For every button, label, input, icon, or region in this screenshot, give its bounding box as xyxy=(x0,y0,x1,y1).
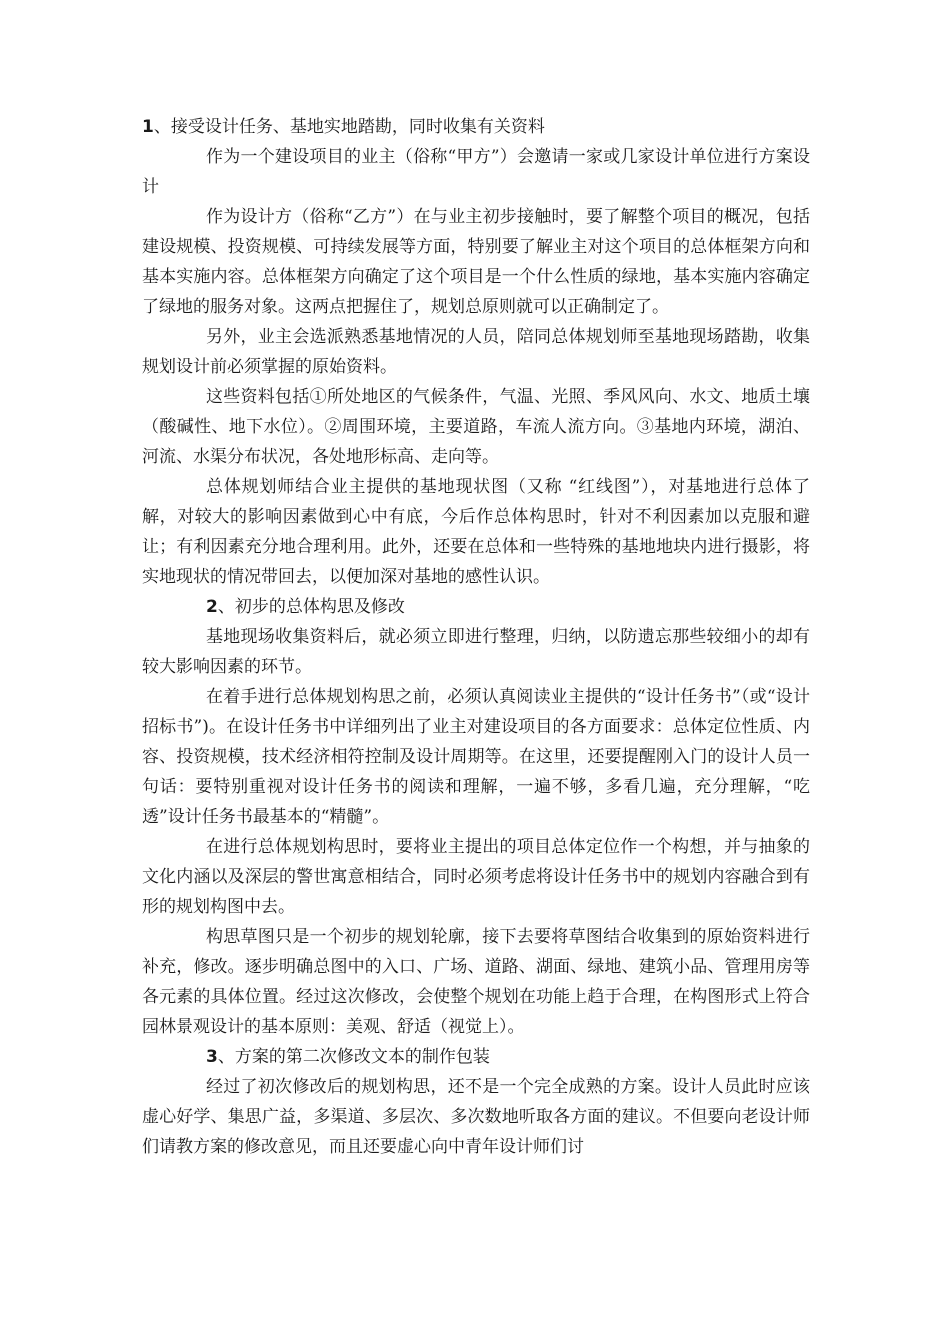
section-number: 3 xyxy=(206,1047,218,1067)
section-title: 、方案的第二次修改文本的制作包装 xyxy=(217,1047,490,1067)
section-number: 1 xyxy=(142,117,154,137)
section-title: 、初步的总体构思及修改 xyxy=(217,597,405,617)
section-heading-1 xyxy=(142,112,810,142)
paragraph: 总体规划师结合业主提供的基地现状图（又称 “红线图”），对基地进行总体了解，对较大的影响因素做到心中有底，今后作总体构思时，针对不利因素加以克服和避让；有利因素充分地合理利用。此外，还要在总体和一些特殊的基地地块内进行摄影，将实地现状的情况带回去，以便加深对基地的感性认识。 xyxy=(142,477,810,587)
paragraph: 构思草图只是一个初步的规划轮廓，接下去要将草图结合收集到的原始资料进行补充，修改。逐步明确总图中的入口、广场、道路、湖面、绿地、建筑小品、管理用房等各元素的具体位置。经过这次修改，会使整个规划在功能上趋于合理，在构图形式上符合园林景观设计的基本原则：美观、舒适（视觉上）。 xyxy=(142,927,810,1037)
paragraph: 另外，业主会选派熟悉基地情况的人员，陪同总体规划师至基地现场踏勘，收集规划设计前必须掌握的原始资料。 xyxy=(142,327,810,377)
paragraph: 基地现场收集资料后，就必须立即进行整理，归纳，以防遗忘那些较细小的却有较大影响因素的环节。 xyxy=(142,627,810,677)
paragraph: 经过了初次修改后的规划构思，还不是一个完全成熟的方案。设计人员此时应该虚心好学、集思广益，多渠道、多层次、多次数地听取各方面的建议。不但要向老设计师们请教方案的修改意见，而且还要虚心向中青年设计师们讨 xyxy=(142,1077,810,1157)
section-heading-2 xyxy=(142,592,810,622)
section-number: 2 xyxy=(206,597,218,617)
paragraph: 这些资料包括①所处地区的气候条件，气温、光照、季风风向、水文、地质土壤（酸碱性、地下水位）。②周围环境，主要道路，车流人流方向。③基地内环境，湖泊、河流、水渠分布状况，各处地形标高、走向等。 xyxy=(142,387,810,467)
paragraph: 在着手进行总体规划构思之前，必须认真阅读业主提供的“设计任务书”（或“设计招标书”)。在设计任务书中详细列出了业主对建设项目的各方面要求：总体定位性质、内容、投资规模，技术经济相符控制及设计周期等。在这里，还要提醒刚入门的设计人员一句话：要特别重视对设计任务书的阅读和理解，一遍不够，多看几遍，充分理解，“吃透”设计任务书最基本的“精髓”。 xyxy=(142,687,810,827)
paragraph: 作为设计方（俗称“乙方”）在与业主初步接触时，要了解整个项目的概况，包括建设规模、投资规模、可持续发展等方面，特别要了解业主对这个项目的总体框架方向和基本实施内容。总体框架方向确定了这个项目是一个什么性质的绿地，基本实施内容确定了绿地的服务对象。这两点把握住了，规划总原则就可以正确制定了。 xyxy=(142,207,810,317)
section-heading-3 xyxy=(142,1042,810,1072)
section-title: 、接受设计任务、基地实地踏勘，同时收集有关资料 xyxy=(153,117,545,137)
document-page xyxy=(142,112,810,1162)
paragraph: 作为一个建设项目的业主（俗称“甲方”）会邀请一家或几家设计单位进行方案设计 xyxy=(142,147,810,197)
paragraph: 在进行总体规划构思时，要将业主提出的项目总体定位作一个构想，并与抽象的文化内涵以及深层的警世寓意相结合，同时必须考虑将设计任务书中的规划内容融合到有形的规划构图中去。 xyxy=(142,837,810,917)
